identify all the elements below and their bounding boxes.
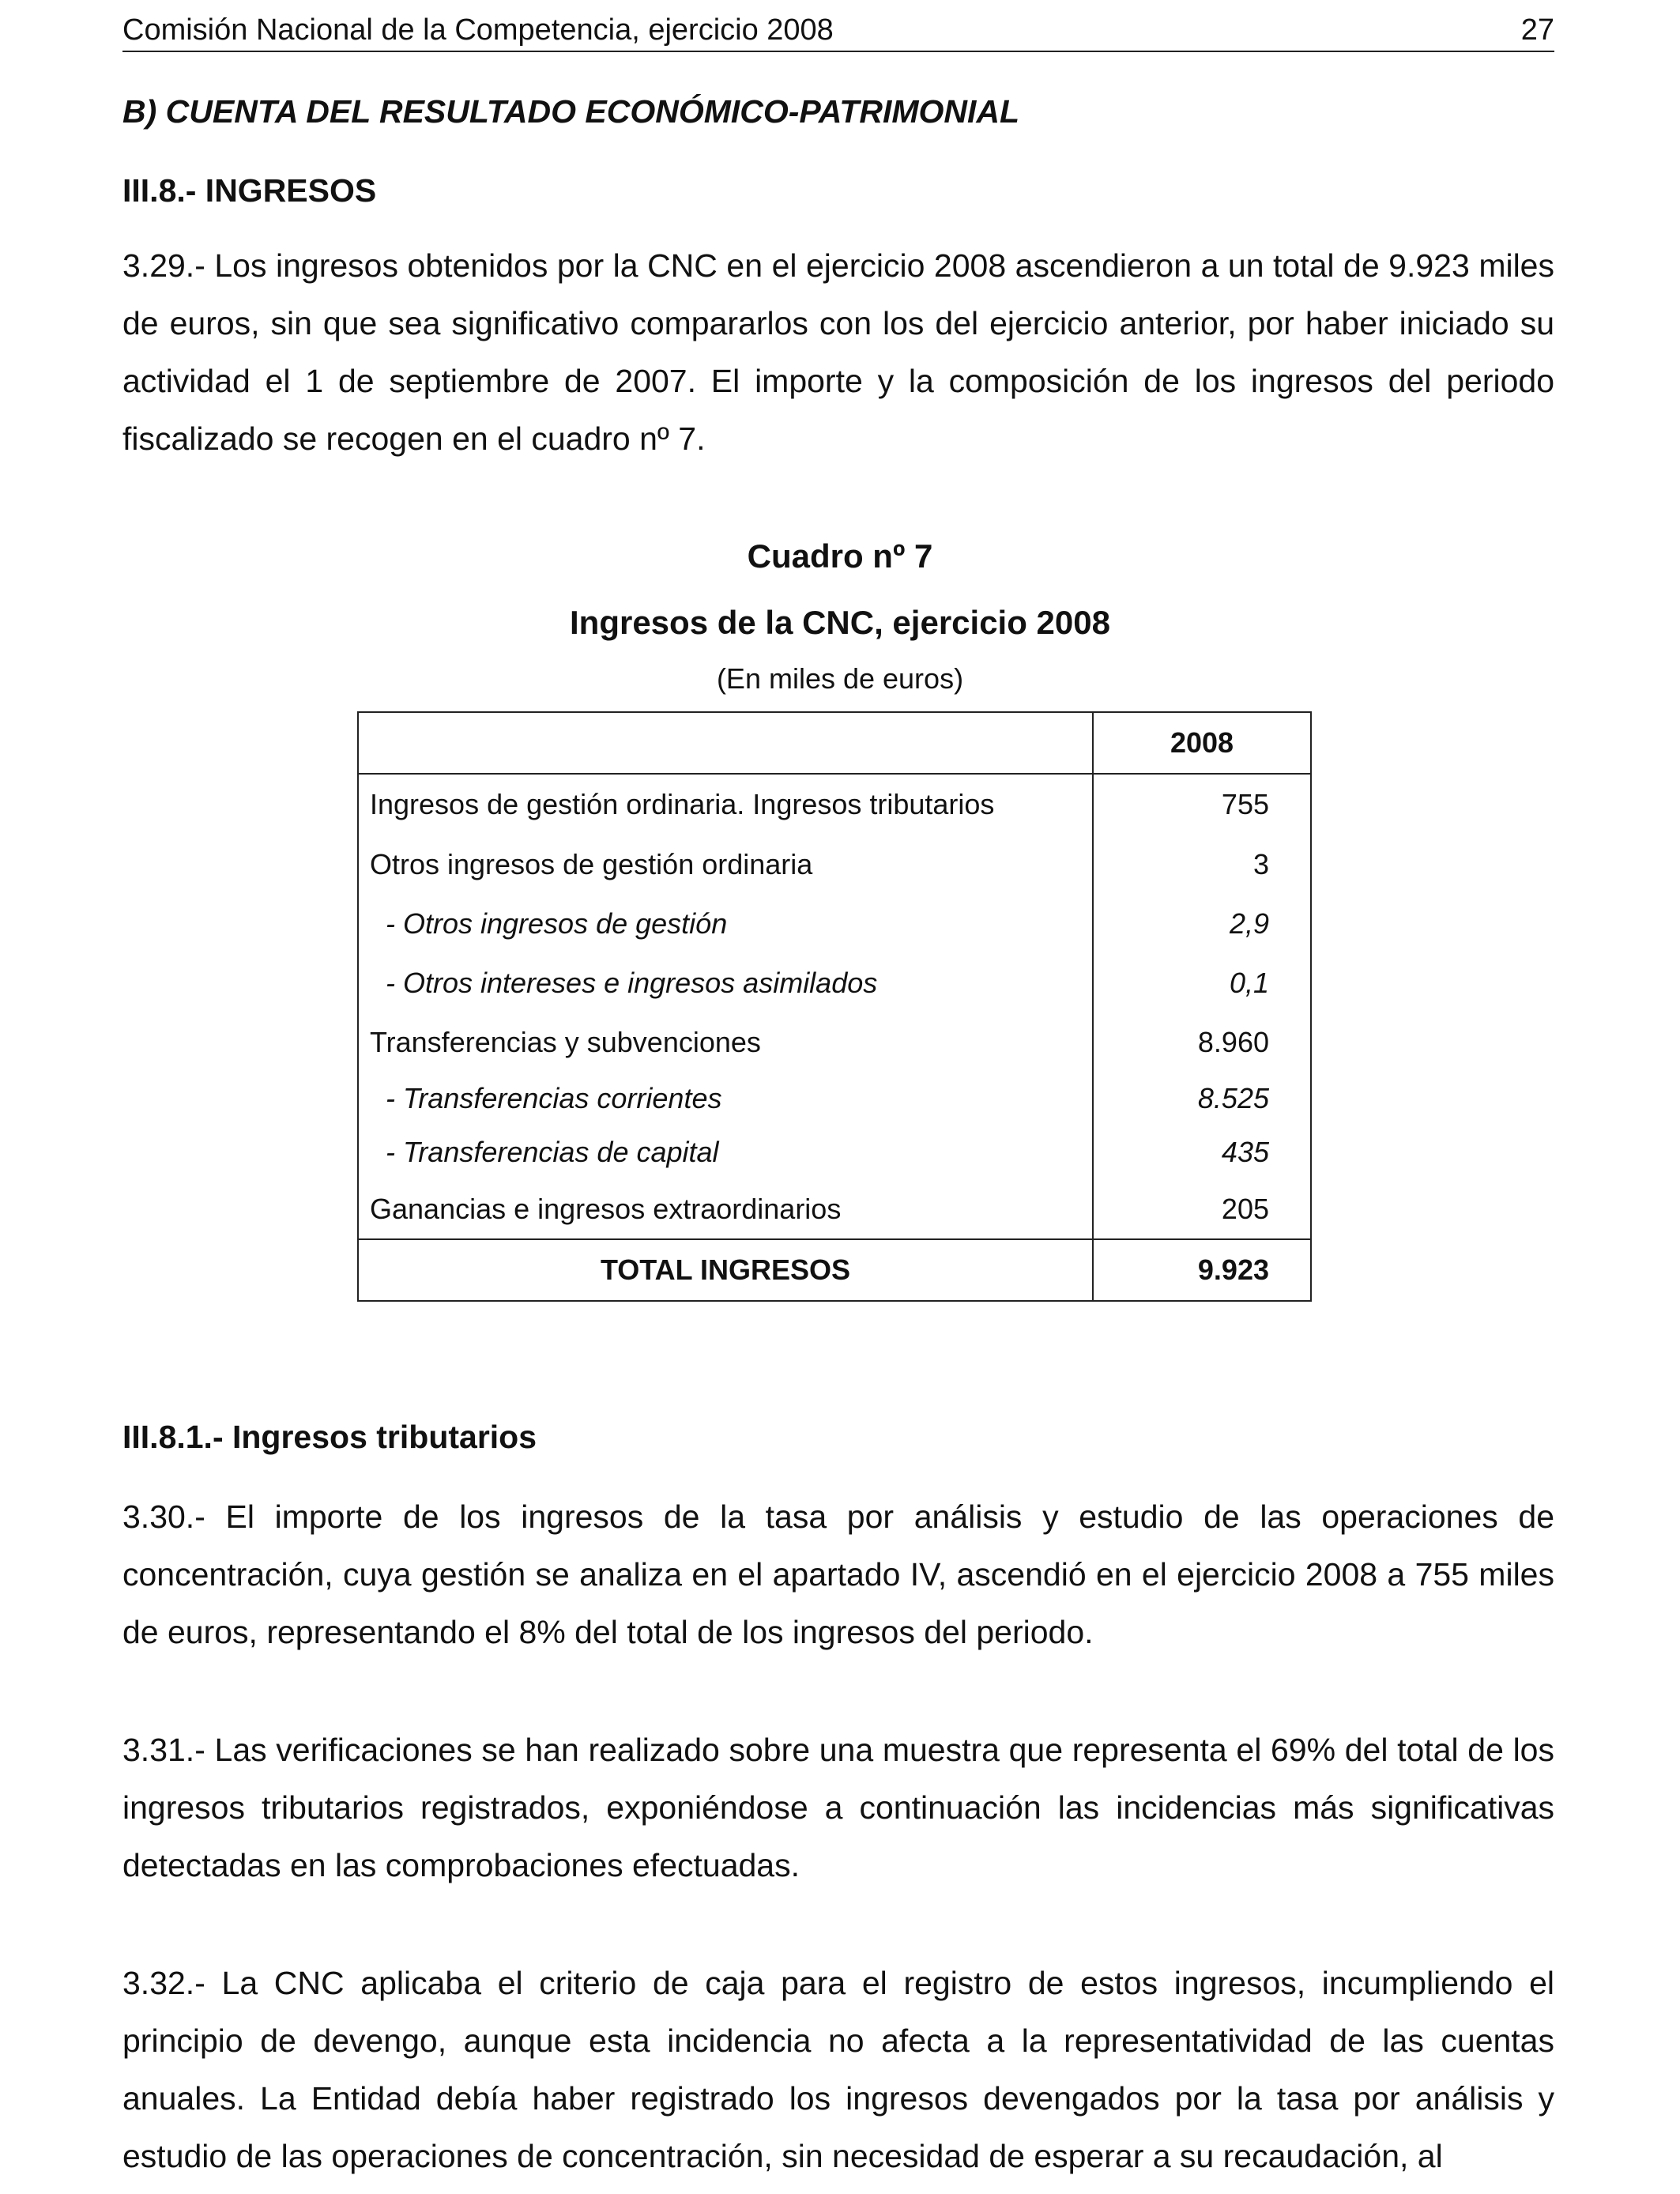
table-row [358, 1179, 1311, 1239]
section-heading-iii81: III.8.1.- Ingresos tributarios [122, 1419, 537, 1455]
row-label: Transferencias y subvenciones [358, 1012, 1093, 1072]
table-header-row [358, 712, 1311, 774]
header-title: Comisión Nacional de la Competencia, ejercicio 2008 [122, 13, 834, 47]
row-value: 205 [1093, 1179, 1311, 1239]
row-label: - Transferencias corrientes [358, 1072, 1093, 1125]
table-row [358, 774, 1311, 835]
table-header-year: 2008 [1093, 712, 1311, 774]
row-label: Otros ingresos de gestión ordinaria [358, 835, 1093, 894]
section-heading-iii8: III.8.- INGRESOS [122, 172, 377, 209]
row-value: 755 [1093, 774, 1311, 835]
table-header-empty [358, 712, 1093, 774]
row-label: - Otros ingresos de gestión [358, 894, 1093, 953]
table-row [358, 835, 1311, 894]
section-heading-b: B) CUENTA DEL RESULTADO ECONÓMICO-PATRIMONIAL [122, 93, 1020, 130]
paragraph-3-31: 3.31.- Las verificaciones se han realizado sobre una muestra que representa el 69% del total de los ingresos tributarios registrados, exponiéndose a continuación las incidencias más significativas detectadas en las comprobaciones efectuadas. [122, 1732, 1554, 1883]
row-value: 8.525 [1093, 1072, 1311, 1125]
row-value: 435 [1093, 1125, 1311, 1179]
table-units: (En miles de euros) [716, 662, 964, 695]
row-value: 3 [1093, 835, 1311, 894]
row-value: 2,9 [1093, 894, 1311, 953]
row-value: 8.960 [1093, 1012, 1311, 1072]
table-row [358, 953, 1311, 1012]
row-label: - Otros intereses e ingresos asimilados [358, 953, 1093, 1012]
table-row [358, 1012, 1311, 1072]
total-label: TOTAL INGRESOS [358, 1239, 1093, 1301]
table-number: Cuadro nº 7 [747, 537, 933, 575]
income-table [357, 711, 1312, 1302]
table-row [358, 894, 1311, 953]
table-total-row [358, 1239, 1311, 1301]
page-header [122, 9, 1554, 52]
table-title: Ingresos de la CNC, ejercicio 2008 [570, 604, 1110, 641]
row-label: Ganancias e ingresos extraordinarios [358, 1179, 1093, 1239]
row-label: - Transferencias de capital [358, 1125, 1093, 1179]
row-label: Ingresos de gestión ordinaria. Ingresos tributarios [358, 774, 1093, 835]
paragraph-3-32: 3.32.- La CNC aplicaba el criterio de caja para el registro de estos ingresos, incumpliendo el principio de devengo, aunque esta incidencia no afecta a la representatividad de las cuentas anuales. La Entidad debía haber registrado los ingresos devengados por la tasa por análisis y estudio de las operaciones de concentración, sin necesidad de esperar a su recaudación, al [122, 1965, 1554, 2174]
row-value: 0,1 [1093, 953, 1311, 1012]
page-number: 27 [1520, 13, 1554, 47]
paragraph-3-30: 3.30.- El importe de los ingresos de la tasa por análisis y estudio de las operaciones de concentración, cuya gestión se analiza en el apartado IV, ascendió en el ejercicio 2008 a 755 miles de euros, representando el 8% del total de los ingresos del periodo. [122, 1498, 1554, 1650]
paragraph-3-29: 3.29.- Los ingresos obtenidos por la CNC en el ejercicio 2008 ascendieron a un total de 9.923 miles de euros, sin que sea significativo compararlos con los del ejercicio anterior, por haber iniciado su actividad el 1 de septiembre de 2007. El importe y la composición de los ingresos del periodo fiscalizado se recogen en el cuadro nº 7. [122, 247, 1554, 457]
table-row [358, 1125, 1311, 1179]
total-value: 9.923 [1093, 1239, 1311, 1301]
table-row [358, 1072, 1311, 1125]
